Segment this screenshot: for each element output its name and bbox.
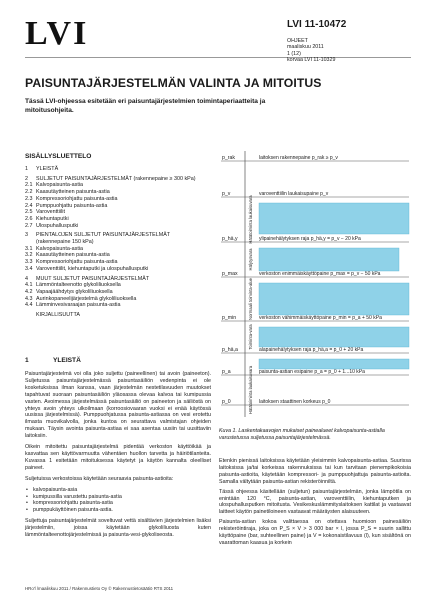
toc-item [25,232,215,239]
toc-item [25,282,215,289]
toc-heading: SISÄLLYSLUETTELO [25,153,92,160]
pressure-level-symbol: p_hä,a [222,347,238,353]
pressure-level-symbol: p_hä,y [222,236,238,242]
toc-item [25,266,215,273]
toc-item-number: 3.4 [25,265,33,272]
toc-item [25,189,215,196]
side-label: Toiminta-vara [248,324,253,350]
toc-item-label: Kaasutäytteinen paisunta-astia [36,189,110,196]
toc-item-number: 4.3 [25,295,33,302]
toc-item [25,296,215,303]
section-number: 1 [25,357,29,364]
toc-item-number: 4.4 [25,302,33,309]
pressure-level-label: varoventtiilin laukaisupaine p_v [259,191,329,197]
list-item: • kalvopaisunta-asia [33,487,211,494]
toc-item-label: KIRJALLISUUTTA [36,312,80,319]
pressure-level-symbol: p_max [222,271,238,277]
pressure-band [259,248,399,271]
table-of-contents [25,166,215,319]
pressure-band [259,203,409,234]
pressure-level-label: verkoston enimmäiskäyttöpaine p_max = p_v − 50 kPa [259,271,381,277]
pressure-level-label: paisunta-astian esipaine p_a = p_0 + 1...10 kPa [259,369,365,375]
toc-item-number: 2.6 [25,215,33,222]
toc-item-number: 4.2 [25,288,33,295]
toc-item-label: Varoventtiilit [36,209,65,216]
toc-item [25,166,215,173]
pressure-level-label: laitoksen staattinen korkeus p_0 [259,399,331,405]
pressure-level-symbol: p_0 [222,399,231,405]
toc-item-number: 1 [25,166,28,172]
toc-item [25,276,215,283]
paragraph: Paisunta-astian kokoa valittaessa on otettava huomioon painesäiliön rekisteröintiraja, joka on P_S × V > 3 000 bar × l, jossa P_S = suurin sallittu käyttöpaine (bar, suhteellinen paine) ja V = kokonaistilavuus (l), kun sisältönä on vaarattoman kaasua ja korkein [219,519,411,546]
toc-item-number: 3.2 [25,252,33,259]
toc-item-number: 2.5 [25,209,33,216]
pressure-level-label: laitoksen rakennepaine p_rak ≥ p_v [259,155,338,161]
paragraph: Oikein mitoitettu paisuntajärjestelmä pidentää verkoston käyttöikää ja kasvattaa sen käyttövarmuutta vähentäen huollon tarvetta ja häiriötilanteita. Kuvassa 1 esitetään mitoituksessa käytetyt ja käytön kannalta oleelliset paineet. [25,444,211,471]
toc-item [25,239,215,246]
paragraph: Suljettuja paisuntajärjestelmät soveltuvat vettä sisältävien järjestelmien lisäksi järjestelmiin, joissa käytetään glykoliliuosta kuten lämmöntalteenottojärjestelmissä ja paisunta-vesi-glykoliseosta. [25,518,211,539]
paragraph: Etenkin pienissä laitoksissa käytetään yleisimmin kalvopaisunta-astiaa. Suurissa laitoksissa ja/tai korkeissa rakennuksissa tai kun tarvitaan pienempikokoisia paisunta-astioita, käytetään kompressori- ja pumppuohjattuja paisunta-astioita. Samalla vältytään paisunta-astian rekisteröinniltä. [219,458,411,485]
toc-item-label: Kompressoriohjattu paisunta-astia [36,195,118,202]
pressure-diagram [219,147,411,421]
meta-date: maaliskuu 2011 [287,44,324,51]
toc-item-number: 2 [25,175,28,182]
section-title: YLEISTÄ [53,357,81,364]
footer: HRo'l /maaliskuu 2011 / Rakennustieto Oy © Rakennustietosäätiö RTS 2011 [25,586,174,591]
list-item: • pumppukäyttöinen paisunta-astia. [33,507,211,514]
toc-item-number: 2.3 [25,195,33,202]
toc-item-number [25,239,36,246]
toc-item [25,176,215,183]
toc-item [25,196,215,203]
header-divider [25,57,411,58]
toc-item [25,252,215,259]
toc-item-label: Kiehuntaputki [36,215,69,222]
pressure-level-symbol: p_v [222,191,231,197]
toc-item [25,182,215,189]
section-heading [25,357,81,364]
toc-item-number: 2.4 [25,202,33,209]
toc-item-label: Kaasutäytteinen paisunta-astia [36,252,110,259]
pressure-level-symbol: p_a [222,369,231,375]
toc-item-label: Ulospuhallusputki [36,222,79,229]
meta-pages: 1 (12) [287,50,301,57]
lvi-logo: LVI [25,15,89,52]
toc-item-number [25,312,36,319]
toc-item-label: MUUT SULJETUT PAISUNTAJÄRJESTELMÄT [36,275,150,282]
document-number: LVI 11-10472 [287,19,347,30]
toc-item-label: Lämmöntalteenotto glykoliliuoksella [36,282,121,289]
side-label: Hälytysvara [248,248,253,271]
intro-text: Tässä LVI-ohjeessa esitetään eri paisuntajärjestelmien toimintaperiaatteita ja mitoitusohjeita. [25,98,266,114]
toc-item-label: Lämminvesivaraajan paisunta-astia [36,302,121,309]
bullet-list [25,487,211,515]
pressure-level-label: ylipainehälytyksen raja p_hä,y = p_v − 20 kPa [259,236,361,242]
toc-item-number: 2.2 [25,189,33,196]
toc-item-label: Aurinkopaneelijärjestelmä glykoliliuoksella [36,295,137,302]
pressure-band [259,283,409,315]
pressure-level-label: verkoston vähimmäiskäyttöpaine p_min = p_a + 50 kPa [259,315,382,321]
document-title: PAISUNTAJÄRJESTELMÄN VALINTA JA MITOITUS [25,76,322,90]
body-right [219,458,411,550]
toc-item-label: (rakennepaine 150 kPa) [36,239,94,246]
toc-item [25,246,215,253]
toc-item [25,203,215,210]
toc-item-number: 3.3 [25,259,33,266]
meta-replaces: korvaa LVI 11-10329 [287,57,336,64]
toc-item-number: 4 [25,275,28,282]
list-item: • kompressoriohjattu paisunta-astia [33,500,211,507]
toc-item-number: 4.1 [25,282,33,289]
toc-item [25,312,215,319]
side-label: Hätätoiminta laukaisuvara [248,195,253,244]
toc-item-label: Vapaajäähdytys glykoliliuoksella [36,288,113,295]
toc-item [25,223,215,230]
paragraph: Tässä ohjeessa käsitellään (suljetun) paisuntajärjestelmän, jonka lämpötila on enintään 120 °C, paisunta-astian, varoventtiilin, kiehuntaputken ja ulospuhallusputken mitoitusta. Vesikeskuslämmityslaitoksen kattilat ja vastaavat laitteet käytön painetiloineen vastaavat määräysten alaisuuteen. [219,488,411,516]
toc-item-label: Kompressoriohjattu paisunta-astia [36,259,118,266]
toc-item-label: Kalvopaisunta-astia [36,245,84,252]
pressure-band [259,359,409,369]
toc-item-label: YLEISTÄ [36,166,59,172]
side-label: Hätätoiminta laukaisuvara [248,365,253,415]
paragraph: Suljetuissa verkostoissa käytetään seuraavia paisunta-astioita: [25,475,174,482]
toc-item-number: 2.1 [25,182,33,189]
toc-item [25,209,215,216]
document-meta [287,38,335,64]
toc-item [25,289,215,296]
toc-item-label: SULJETUT PAISUNTAJÄRJESTELMÄT (rakennepaine ≥ 300 kPa) [36,175,196,182]
toc-item-number: 3.1 [25,245,33,252]
pressure-level-symbol: p_rak [222,155,235,161]
toc-item-label: Pumppuohjattu paisunta-astia [36,202,108,209]
pressure-band [259,327,409,347]
toc-item [25,216,215,223]
toc-item-label: Varoventtiilit, kiehuntaputki ja ulospuhallusputki [36,265,149,272]
toc-item-label: PIENTALOJEN SULJETUT PAISUNTAJÄRJESTELMÄT [36,232,171,239]
list-item: • kumipussilla varustettu paisunta-astia [33,494,211,501]
pressure-level-symbol: p_min [222,315,237,321]
toc-item [25,302,215,309]
body-left [25,371,211,543]
toc-item-number: 3 [25,232,28,239]
toc-item-number: 2.7 [25,222,33,229]
side-label: Normaali toiminta-alue [248,278,253,320]
figure-caption: Kuva 1. Laskentakaavojen mukaiset painealueet kalvopaisunta-astialla varustetussa suljetussa paisuntajärjestelmässä. [219,428,385,441]
pressure-level-label: alapainehälytyksen raja p_hä,a = p_0 + 20 kPa [259,347,364,353]
meta-type: OHJEET [287,38,308,44]
toc-item [25,259,215,266]
toc-item-label: Kalvopaisunta-astia [36,182,84,189]
paragraph: Paisuntajärjestelmä voi olla joko suljettu (paineellinen) tai avoin (paineeton). Suljetussa paisuntajärjestelmässä paisuntasäiliön vedenpinta ei ole kosketuksissa ilman kanssa, vaan järjestelmän nestetilavuuden muutokset tapahtuvat suoraan paisuntasäiliön yläosassa olevaa kalvoa tai kumipussia vasten. Avoimessa järjestelmässä paisuntasäiliö on paineeton ja säiliöstä on yhteys avoin yhteys ulkoilmaan (korroosiovaaran vuoksi ei enää käytössä uusissa järjestelmissä). Pumppuohjatussa paisunta-astiassa on vesi erotettu ilmasta muovikalvolla, jonka kuntoa on seurattava valmistajan ohjeiden mukaan. Täysin avointa paisunta-astiaa ei saa asentaa uusiin tai uusittaviin laitoksiin. [25,371,211,440]
